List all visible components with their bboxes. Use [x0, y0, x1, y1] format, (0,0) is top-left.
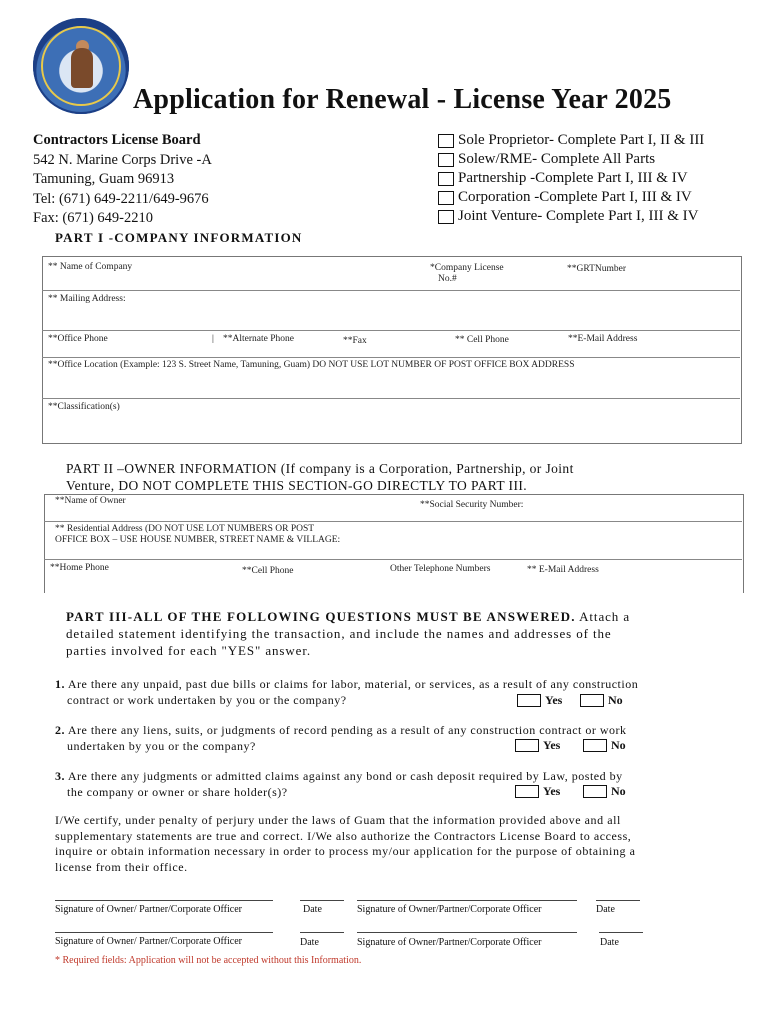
- signature-line[interactable]: [357, 900, 577, 901]
- residential-address-note: OFFICE BOX – USE HOUSE NUMBER, STREET NAME & VILLAGE:: [55, 535, 341, 545]
- question-number: 1.: [55, 677, 65, 691]
- business-type-options: [438, 131, 704, 226]
- option-corporation[interactable]: [438, 188, 704, 207]
- board-street: 542 N. Marine Corps Drive -A: [33, 151, 212, 168]
- part2-heading-line1: PART II –OWNER INFORMATION (If company is a Corporation, Partnership, or Joint: [66, 461, 574, 476]
- checkbox[interactable]: [515, 785, 539, 798]
- seal-figure: [71, 48, 93, 88]
- checkbox[interactable]: [438, 134, 454, 148]
- question-text: Are there any judgments or admitted claims against any bond or cash deposit required by Law, posted by: [67, 769, 623, 783]
- question-text-cont: contract or work undertaken by you or the company?: [67, 693, 347, 707]
- question-number: 2.: [55, 723, 65, 737]
- option-joint-venture[interactable]: [438, 207, 704, 226]
- q2-no-option[interactable]: [583, 738, 626, 753]
- divider: [42, 330, 740, 331]
- cert-line: license from their office.: [55, 859, 188, 874]
- owner-cell-phone-field[interactable]: **Cell Phone: [242, 566, 294, 576]
- option-sole-proprietor[interactable]: [438, 131, 704, 150]
- mailing-address-field[interactable]: ** Mailing Address:: [48, 294, 126, 304]
- date-label: Date: [303, 904, 322, 915]
- alternate-phone-field[interactable]: **Alternate Phone: [223, 334, 294, 344]
- cert-line: supplementary statements are true and correct. I/We also authorize the Contractors License Board to access,: [55, 828, 632, 843]
- date-label: Date: [596, 904, 615, 915]
- signature-label: Signature of Owner/ Partner/Corporate Officer: [55, 904, 242, 915]
- checkbox[interactable]: [438, 210, 454, 224]
- option-label: Solew/RME- Complete All Parts: [458, 151, 656, 167]
- cert-line: I/We certify, under penalty of perjury under the laws of Guam that the information provided above and all: [55, 813, 621, 827]
- part3-intro-rest: Attach a: [575, 609, 631, 624]
- date-line[interactable]: [300, 900, 344, 901]
- divider: [44, 559, 742, 560]
- signature-line[interactable]: [55, 932, 273, 933]
- q1-yes-option[interactable]: [517, 693, 562, 708]
- checkbox[interactable]: [580, 694, 604, 707]
- office-location-field[interactable]: **Office Location (Example: 123 S. Street Name, Tamuning, Guam) DO NOT USE LOT NUMBER OF POST OFFICE BOX ADDRESS: [48, 360, 575, 370]
- date-line[interactable]: [599, 932, 643, 933]
- certification-statement: [55, 813, 635, 875]
- part3-intro-line3: parties involved for each "YES" answer.: [66, 643, 311, 658]
- no-label: No: [611, 784, 626, 798]
- date-line[interactable]: [300, 932, 344, 933]
- q3-no-option[interactable]: [583, 784, 626, 799]
- question-number: 3.: [55, 769, 65, 783]
- home-phone-field[interactable]: **Home Phone: [50, 563, 109, 573]
- part1-form-box: [42, 256, 742, 444]
- part3-intro: [66, 608, 746, 659]
- board-address: [33, 131, 212, 229]
- page-title: Application for Renewal - License Year 2025: [133, 84, 672, 115]
- q2-yes-option[interactable]: [515, 738, 560, 753]
- date-label: Date: [600, 937, 619, 948]
- yes-label: Yes: [545, 693, 563, 707]
- owner-name-field[interactable]: **Name of Owner: [55, 496, 126, 506]
- company-name-field[interactable]: ** Name of Company: [48, 262, 133, 272]
- other-phone-field[interactable]: Other Telephone Numbers: [390, 564, 491, 574]
- part3-intro-line2: detailed statement identifying the transaction, and include the names and addresses of the: [66, 626, 612, 641]
- board-tel: Tel: (671) 649-2211/649-9676: [33, 190, 209, 207]
- yes-label: Yes: [543, 784, 561, 798]
- board-seal-logo: [33, 18, 129, 114]
- part3-intro-line1: [66, 608, 746, 625]
- residential-address-field[interactable]: ** Residential Address (DO NOT USE LOT NUMBERS OR POST: [55, 524, 315, 534]
- ssn-field[interactable]: **Social Security Number:: [420, 500, 524, 510]
- field-separator: |: [212, 334, 214, 344]
- option-label: Partnership -Complete Part I, III & IV: [458, 170, 688, 186]
- question-text-cont: the company or owner or share holder(s)?: [67, 785, 288, 799]
- q3-yes-option[interactable]: [515, 784, 560, 799]
- question-text: Are there any unpaid, past due bills or claims for labor, material, or services, as a result of any construction: [67, 677, 639, 691]
- signature-label: Signature of Owner/ Partner/Corporate Officer: [55, 936, 242, 947]
- question-text: Are there any liens, suits, or judgments of record pending as a result of any construction contract or work: [67, 723, 627, 737]
- fax-field[interactable]: **Fax: [343, 336, 367, 346]
- no-label: No: [608, 693, 623, 707]
- owner-email-field[interactable]: ** E-Mail Address: [527, 565, 599, 575]
- signature-label: Signature of Owner/Partner/Corporate Officer: [357, 937, 542, 948]
- email-field[interactable]: **E-Mail Address: [568, 334, 638, 344]
- license-no-label: No.#: [438, 274, 457, 284]
- option-label: Joint Venture- Complete Part I, III & IV: [458, 208, 699, 224]
- required-fields-note: * Required fields: Application will not be accepted without this Information.: [55, 955, 362, 966]
- company-license-field[interactable]: *Company License: [430, 263, 504, 273]
- board-name: Contractors License Board: [33, 132, 201, 148]
- part1-heading: PART I -COMPANY INFORMATION: [55, 230, 303, 245]
- divider: [44, 521, 742, 522]
- date-line[interactable]: [596, 900, 640, 901]
- yes-label: Yes: [543, 738, 561, 752]
- no-label: No: [611, 738, 626, 752]
- checkbox[interactable]: [438, 153, 454, 167]
- cell-phone-field[interactable]: ** Cell Phone: [455, 335, 509, 345]
- option-label: Sole Proprietor- Complete Part I, II & III: [458, 132, 705, 148]
- part2-heading: [66, 460, 574, 494]
- divider: [42, 398, 740, 399]
- question-text-cont: undertaken by you or the company?: [67, 739, 256, 753]
- checkbox[interactable]: [583, 785, 607, 798]
- signature-line[interactable]: [357, 932, 577, 933]
- cert-line: inquire or obtain information necessary in order to process my/our application for the purpose of obtaining a: [55, 844, 636, 858]
- checkbox[interactable]: [438, 191, 454, 205]
- signature-line[interactable]: [55, 900, 273, 901]
- q1-no-option[interactable]: [580, 693, 623, 708]
- part3-heading: PART III-ALL OF THE FOLLOWING QUESTIONS MUST BE ANSWERED.: [66, 609, 576, 624]
- grt-number-field[interactable]: **GRTNumber: [567, 264, 627, 274]
- option-sole-rme[interactable]: [438, 150, 704, 169]
- divider: [42, 357, 740, 358]
- divider: [42, 290, 740, 291]
- office-phone-field[interactable]: **Office Phone: [48, 334, 108, 344]
- checkbox[interactable]: [438, 172, 454, 186]
- checkbox[interactable]: [583, 739, 607, 752]
- board-fax: Fax: (671) 649-2210: [33, 210, 154, 226]
- signature-label: Signature of Owner/Partner/Corporate Officer: [357, 904, 542, 915]
- option-partnership[interactable]: [438, 169, 704, 188]
- checkbox[interactable]: [515, 739, 539, 752]
- date-label: Date: [300, 937, 319, 948]
- part2-heading-line2: Venture, DO NOT COMPLETE THIS SECTION-GO DIRECTLY TO PART III.: [66, 478, 528, 493]
- option-label: Corporation -Complete Part I, III & IV: [458, 189, 692, 205]
- board-city: Tamuning, Guam 96913: [33, 171, 175, 187]
- checkbox[interactable]: [517, 694, 541, 707]
- classification-field[interactable]: **Classification(s): [48, 402, 120, 412]
